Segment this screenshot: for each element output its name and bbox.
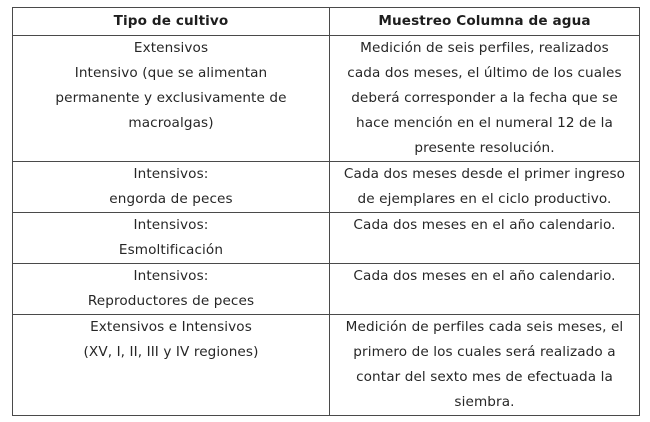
cell-muestreo [330,315,640,416]
cell-text: Cada dos meses en el año calendario. [353,268,616,284]
cell-text: Intensivos: Esmoltificación [118,217,224,258]
table-row [13,213,640,264]
cell-text: Intensivos: Reproductores de peces [87,268,255,309]
cell-muestreo [330,213,640,264]
cell-text: Intensivos: engorda de peces [109,166,233,207]
cell-muestreo [330,264,640,315]
header-tipo-cultivo: Tipo de cultivo [13,8,330,36]
cell-tipo-intensivo-macroalgas [13,61,330,161]
table-row [13,315,640,416]
cell-text: Medición de perfiles cada seis meses, el primero de los cuales será realizado a contar del sexto mes de efectuada la siembra. [345,319,624,410]
cell-tipo [13,264,330,315]
cell-text: Intensivo (que se alimentan permanente y exclusivamente de macroalgas) [55,65,287,132]
table-header-row [13,8,640,36]
cell-text: Extensivos [133,40,209,56]
cell-muestreo [330,36,640,162]
cell-muestreo [330,162,640,213]
cell-tipo [13,162,330,213]
sampling-table [12,7,640,416]
cell-text: Extensivos e Intensivos (XV, I, II, III y IV regiones) [83,319,259,360]
cell-tipo [13,213,330,264]
table-row [13,162,640,213]
header-muestreo-columna-agua: Muestreo Columna de agua [330,8,640,36]
cell-text: Medición de seis perfiles, realizados cada dos meses, el último de los cuales deberá corresponder a la fecha que se hace mención en el numeral 12 de la presente resolución. [347,40,622,156]
table-row [13,36,640,62]
cell-tipo [13,315,330,416]
cell-text: Cada dos meses en el año calendario. [353,217,616,233]
cell-tipo-extensivos [13,36,330,62]
cell-text: Cada dos meses desde el primer ingreso de ejemplares en el ciclo productivo. [343,166,626,207]
table-row [13,264,640,315]
